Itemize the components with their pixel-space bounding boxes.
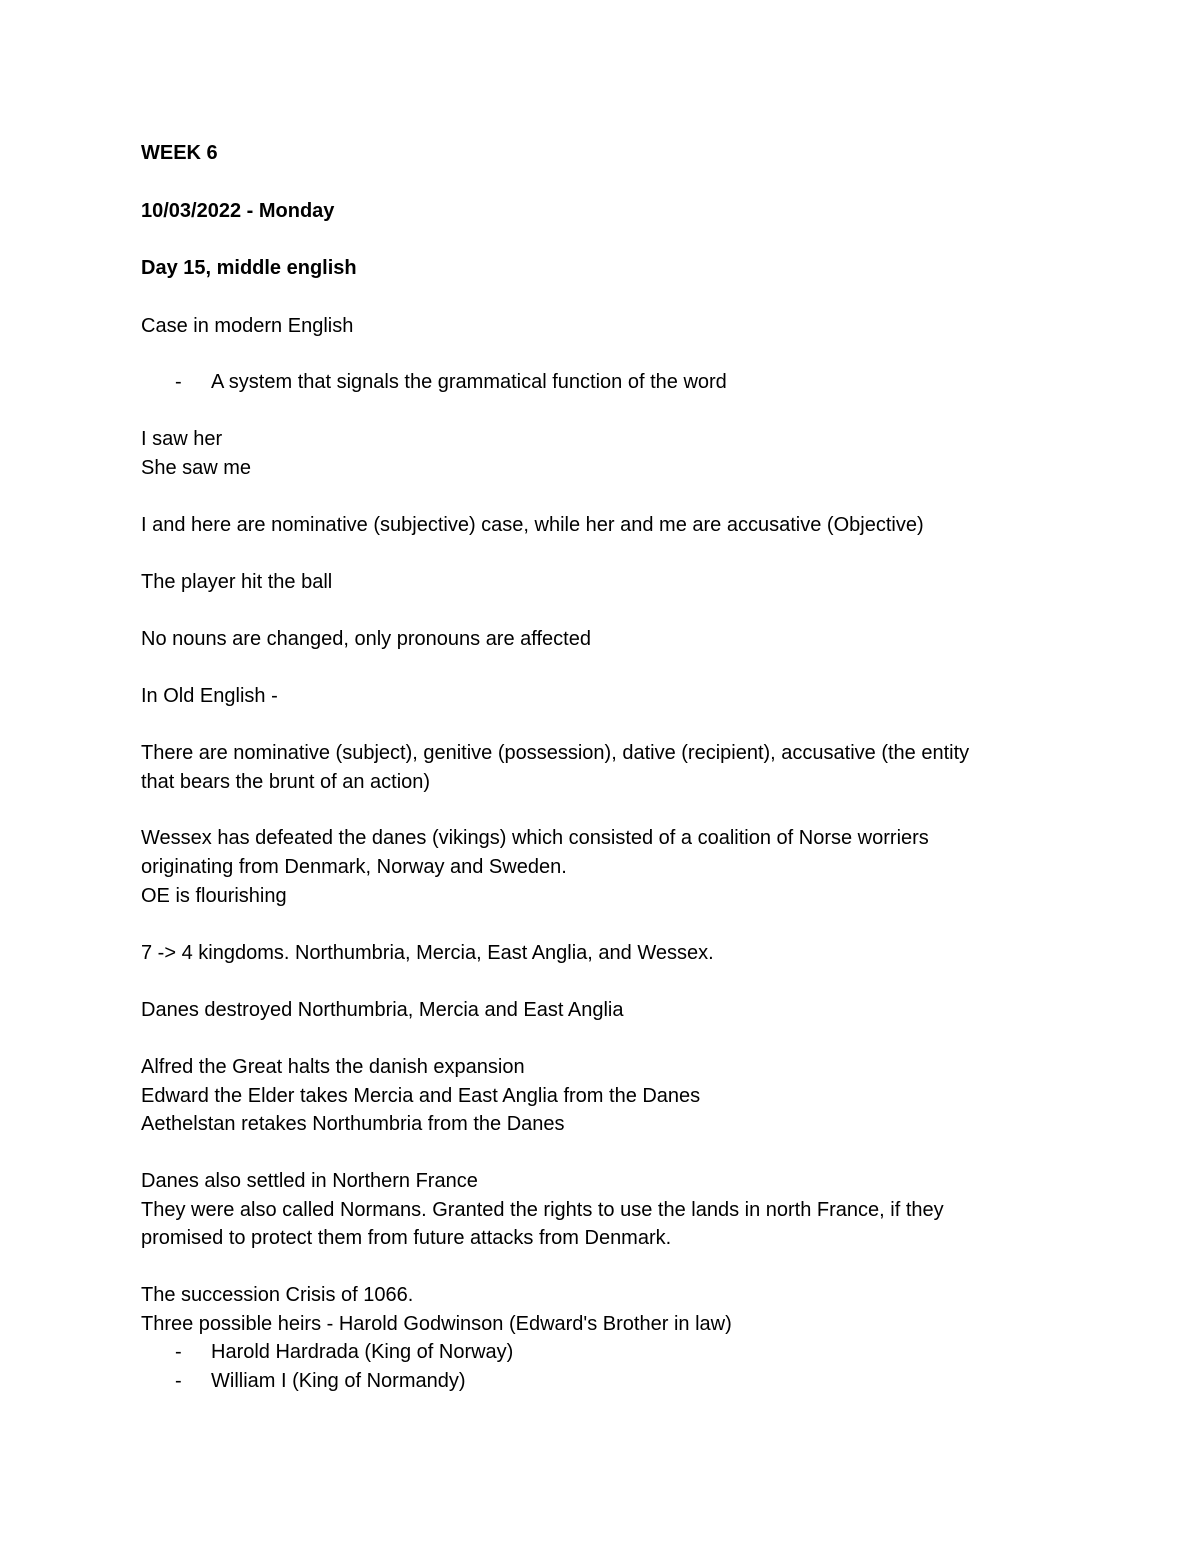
bullet-dash: - — [175, 1341, 182, 1363]
cases-paragraph-line: that bears the brunt of an action) — [141, 771, 431, 793]
heirs-line: Three possible heirs - Harold Godwinson (Edward's Brother in law) — [141, 1313, 732, 1335]
bullet-dash: - — [175, 1370, 182, 1392]
heir-bullet: William I (King of Normandy) — [211, 1370, 466, 1392]
normans-paragraph-line: promised to protect them from future attacks from Denmark. — [141, 1227, 672, 1249]
history-line: Aethelstan retakes Northumbria from the Danes — [141, 1113, 565, 1135]
day-title: Day 15, middle english — [141, 257, 357, 279]
nominative-note: I and here are nominative (subjective) case, while her and me are accusative (Objective) — [141, 514, 924, 536]
crisis-line: The succession Crisis of 1066. — [141, 1284, 414, 1306]
history-line: Alfred the Great halts the danish expansion — [141, 1056, 525, 1078]
heir-bullet: Harold Hardrada (King of Norway) — [211, 1341, 514, 1363]
nouns-note: No nouns are changed, only pronouns are affected — [141, 628, 591, 650]
old-english-heading: In Old English - — [141, 685, 278, 707]
example-line: She saw me — [141, 457, 252, 479]
case-bullet: A system that signals the grammatical function of the word — [211, 371, 727, 393]
wessex-paragraph-line: originating from Denmark, Norway and Sweden. — [141, 856, 567, 878]
week-heading: WEEK 6 — [141, 142, 218, 164]
cases-paragraph-line: There are nominative (subject), genitive (possession), dative (recipient), accusative (the entity — [141, 742, 970, 764]
example-line: I saw her — [141, 428, 223, 450]
history-line: Edward the Elder takes Mercia and East Anglia from the Danes — [141, 1085, 701, 1107]
case-heading: Case in modern English — [141, 315, 354, 337]
date-heading: 10/03/2022 - Monday — [141, 200, 335, 222]
bullet-dash: - — [175, 371, 182, 393]
normans-paragraph-line: They were also called Normans. Granted the rights to use the lands in north France, if they — [141, 1199, 944, 1221]
kingdoms-line: 7 -> 4 kingdoms. Northumbria, Mercia, East Anglia, and Wessex. — [141, 942, 714, 964]
danes-destroyed-line: Danes destroyed Northumbria, Mercia and East Anglia — [141, 999, 624, 1021]
normans-paragraph-line: Danes also settled in Northern France — [141, 1170, 478, 1192]
wessex-paragraph-line: Wessex has defeated the danes (vikings) which consisted of a coalition of Norse worriers — [141, 827, 929, 849]
example-line: The player hit the ball — [141, 571, 333, 593]
wessex-paragraph-line: OE is flourishing — [141, 885, 287, 907]
